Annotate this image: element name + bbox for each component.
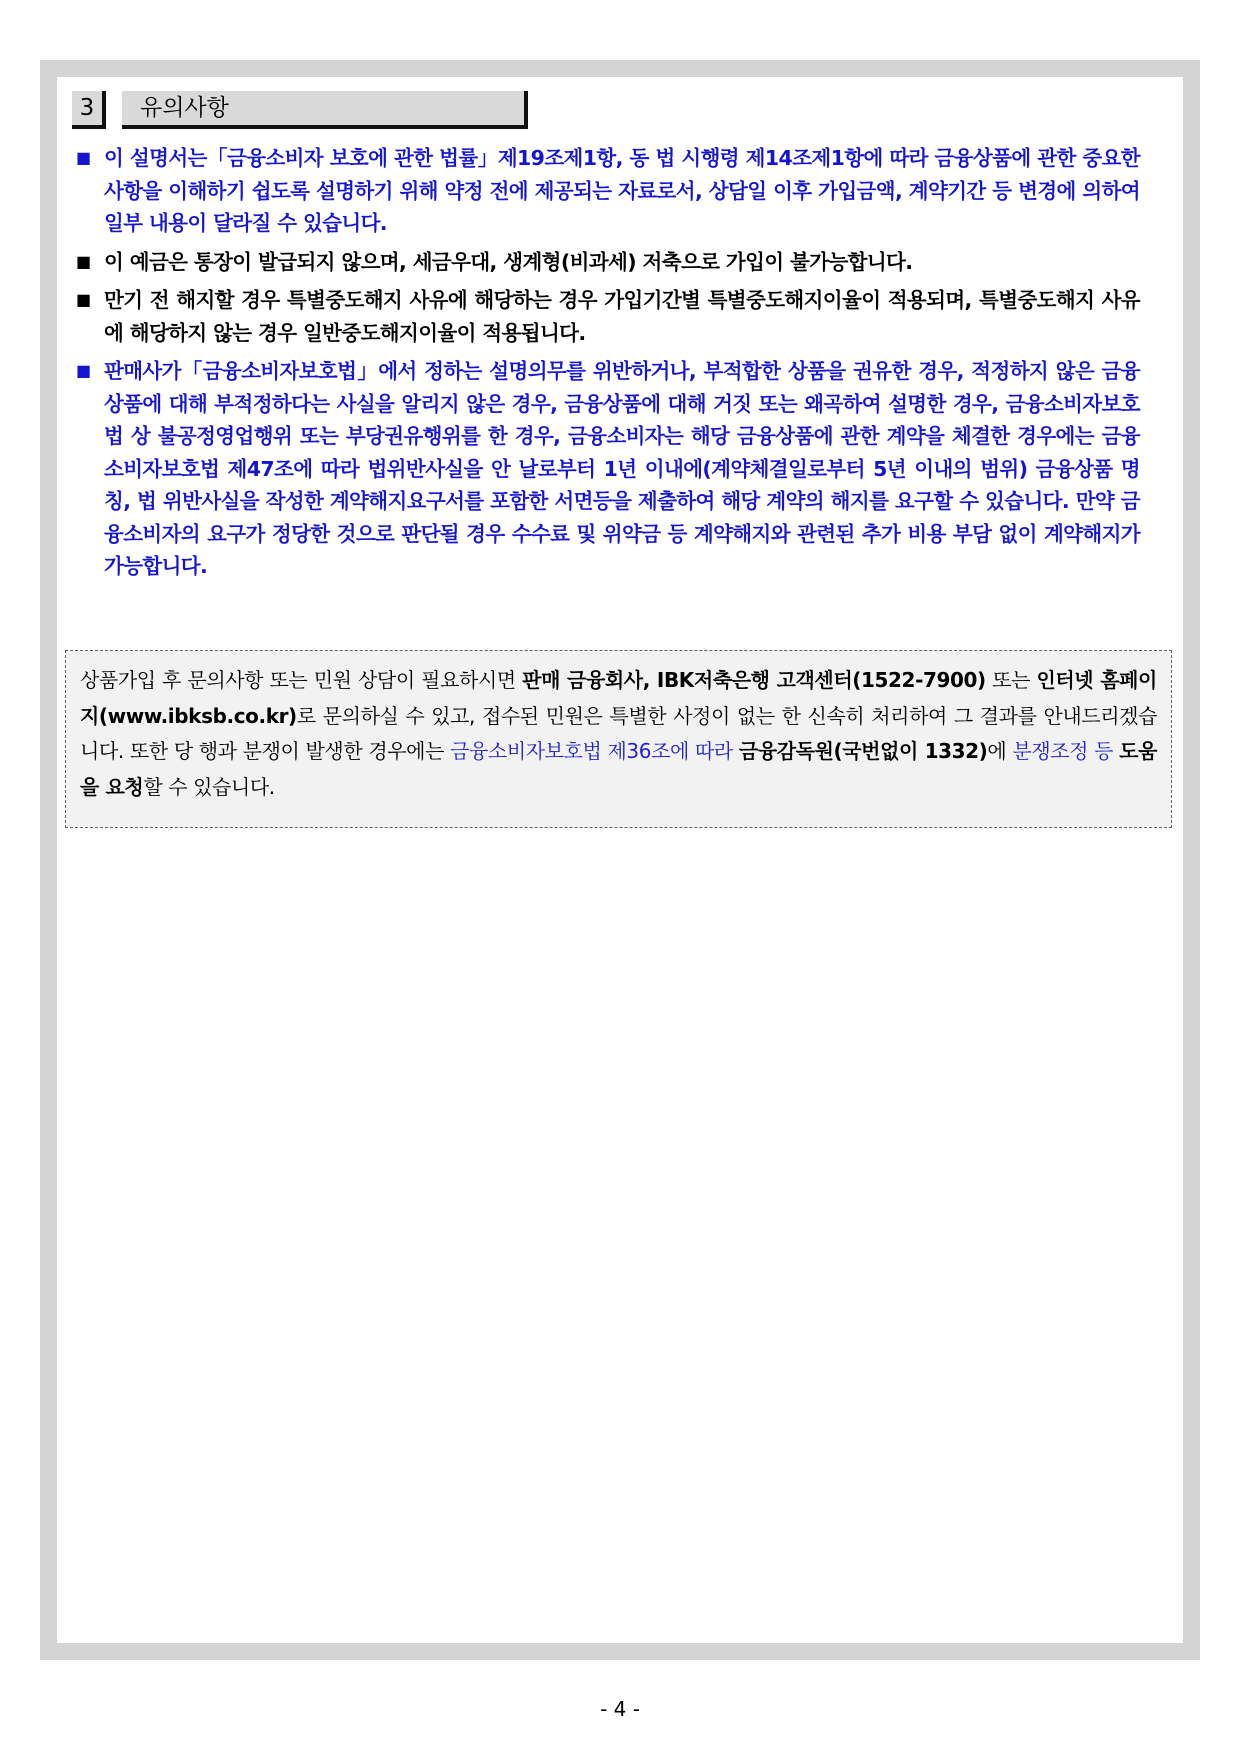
note-text: 만기 전 해지할 경우 특별중도해지 사유에 해당하는 경우 가입기간별 특별중도해지이율이 적용되며, 특별중도해지 사유에 해당하지 않는 경우 일반중도해지이율이 적용됩니다. [104, 288, 1140, 345]
note-text: 이 설명서는「금융소비자 보호에 관한 법률」제19조제1항, 동 법 시행령 제14조제1항에 따라 금융상품에 관한 중요한 사항을 이해하기 쉽도록 설명하기 위해 약정 전에 제공되는 자료로서, 상담일 이후 가입금액, 계약기간 등 변경에 의하여 일부 내용이 달라질 수 있습니다. [104, 146, 1140, 235]
homepage-info: 인터넷 홈페이지(www.ibksb.co.kr) [80, 668, 1157, 728]
square-bullet-icon: ■ [76, 290, 91, 309]
dispute-mediation-text: 분쟁조정 등 [1012, 739, 1114, 763]
square-bullet-icon: ■ [76, 251, 91, 271]
note-text: 판매사가「금융소비자보호법」에서 정하는 설명의무를 위반하거나, 부적합한 상품을 권유한 경우, 적정하지 않은 금융상품에 대해 부적정하다는 사실을 알리지 않은 경우, 금융상품에 대해 거짓 또는 왜곡하여 설명한 경우, 금융소비자보호법 상 불공정영업행위 또는 부당권유행위를 한 경우, 금융소비자는 해당 금융상품에 관한 계약을 체결한 경우에는 금융소비자보호법 제47조에 따라 법위반사실을 안 날로부터 1년 이내에(계약체결일로부터 5년 이내의 범위) 금융상품 명칭, 법 위반사실을 작성한 계약해지요구서를 포함한 서면등을 제출하여 해당 계약의 해지를 요구할 수 있습니다. 만약 금융소비자의 요구가 정당한 것으로 판단될 경우 수수료 및 위약금 등 계약해지와 관련된 추가 비용 부담 없이 계약해지가 가능합니다. [104, 359, 1140, 578]
note-item [70, 246, 1140, 279]
request-help-text: 도움을 요청 [80, 739, 1157, 799]
contact-text: 할 수 있습니다. [143, 774, 275, 799]
contact-text: 로 문의하실 수 있고, 접수된 민원은 특별한 사정이 없는 한 신속히 처리하여 그 결과를 안내드리겠습니다. 또한 당 행과 분쟁이 발생한 경우에는 [80, 703, 1157, 763]
call-center-info: 판매 금융회사, IBK저축은행 고객센터(1522-7900) [522, 668, 986, 692]
fss-info: 금융감독원(국번없이 1332) [738, 739, 988, 763]
note-item [70, 284, 1140, 349]
contact-info-box [65, 650, 1172, 828]
contact-text: 에 [987, 739, 1013, 763]
note-item [70, 142, 1140, 240]
square-bullet-icon: ■ [76, 361, 91, 380]
legal-reference: 금융소비자보호법 제36조에 따라 [450, 739, 733, 763]
note-item [70, 355, 1140, 583]
notes-list [70, 142, 1140, 589]
section-number: 3 [72, 91, 106, 129]
page-number: - 4 - [600, 1697, 640, 1721]
square-bullet-icon: ■ [76, 148, 91, 167]
section-title: 유의사항 [122, 91, 528, 129]
contact-text: 또는 [985, 668, 1037, 692]
contact-text: 상품가입 후 문의사항 또는 민원 상담이 필요하시면 [80, 668, 523, 692]
note-text: 이 예금은 통장이 발급되지 않으며, 세금우대, 생계형(비과세) 저축으로 가입이 불가능합니다. [104, 249, 913, 274]
